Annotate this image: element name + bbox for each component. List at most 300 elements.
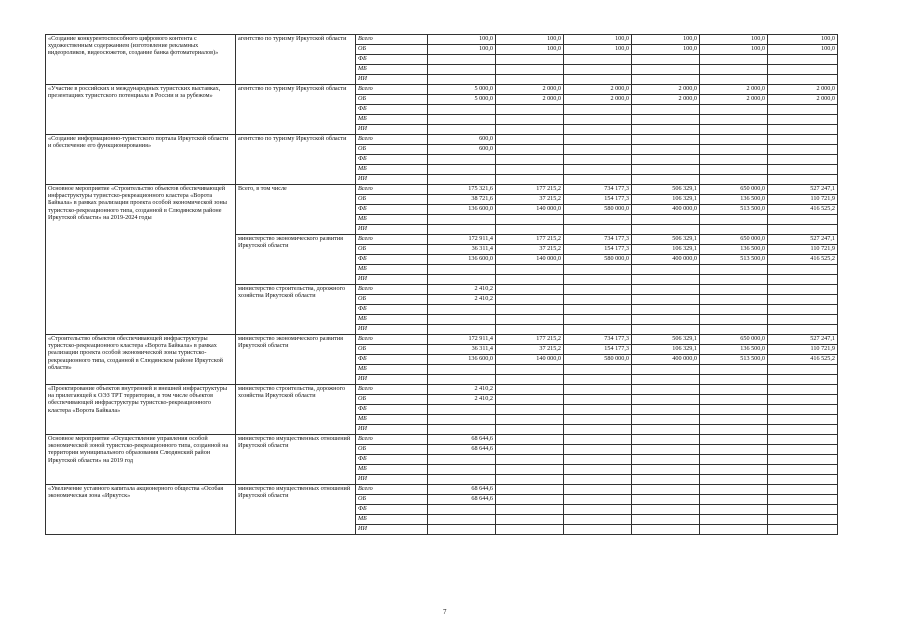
amount-cell [564,475,632,485]
funding-source: ОБ [356,45,428,55]
amount-cell [768,415,838,425]
funding-source: ИИ [356,375,428,385]
amount-cell: 100,0 [428,45,496,55]
amount-cell: 37 215,2 [496,195,564,205]
amount-cell [496,415,564,425]
amount-cell [700,125,768,135]
amount-cell [700,375,768,385]
table-row [46,435,838,445]
amount-cell [632,475,700,485]
amount-cell [428,175,496,185]
amount-cell [632,365,700,375]
amount-cell [632,55,700,65]
funding-source: Всего [356,485,428,495]
amount-cell: 506 329,1 [632,335,700,345]
amount-cell [632,175,700,185]
amount-cell [428,365,496,375]
amount-cell: 106 329,1 [632,195,700,205]
amount-cell [700,75,768,85]
amount-cell [768,65,838,75]
amount-cell: 2 000,0 [768,95,838,105]
amount-cell: 2 000,0 [564,85,632,95]
amount-cell [564,275,632,285]
amount-cell [564,465,632,475]
amount-cell [564,385,632,395]
funding-source: ИИ [356,525,428,535]
amount-cell [632,125,700,135]
amount-cell [768,455,838,465]
executor: министерство имущественных отношений Иркутской области [236,435,356,485]
amount-cell: 734 177,3 [564,235,632,245]
amount-cell [768,325,838,335]
amount-cell: 36 311,4 [428,345,496,355]
amount-cell [632,305,700,315]
amount-cell [564,285,632,295]
amount-cell [428,155,496,165]
amount-cell: 110 721,9 [768,195,838,205]
amount-cell: 172 911,4 [428,335,496,345]
funding-source: ОБ [356,395,428,405]
amount-cell: 100,0 [496,35,564,45]
amount-cell [496,405,564,415]
amount-cell: 136 600,0 [428,255,496,265]
amount-cell [632,325,700,335]
table-row [46,185,838,195]
amount-cell [768,405,838,415]
amount-cell: 177 215,2 [496,185,564,195]
amount-cell [700,265,768,275]
amount-cell [700,405,768,415]
amount-cell [700,295,768,305]
amount-cell: 106 329,1 [632,245,700,255]
amount-cell: 650 000,0 [700,235,768,245]
amount-cell: 2 410,2 [428,385,496,395]
funding-source: ОБ [356,345,428,355]
amount-cell [428,215,496,225]
amount-cell [768,75,838,85]
amount-cell [700,225,768,235]
amount-cell [428,105,496,115]
amount-cell [496,325,564,335]
amount-cell [428,65,496,75]
amount-cell [496,455,564,465]
amount-cell: 506 329,1 [632,185,700,195]
amount-cell [632,385,700,395]
executor: министерство имущественных отношений Иркутской области [236,485,356,535]
amount-cell [632,105,700,115]
amount-cell: 110 721,9 [768,245,838,255]
amount-cell: 527 247,1 [768,335,838,345]
amount-cell [564,155,632,165]
amount-cell [632,445,700,455]
amount-cell: 600,0 [428,135,496,145]
amount-cell [428,55,496,65]
funding-source: МБ [356,165,428,175]
amount-cell [700,55,768,65]
page-number: 7 [443,608,447,616]
amount-cell [564,175,632,185]
amount-cell [564,485,632,495]
amount-cell [428,305,496,315]
amount-cell [428,265,496,275]
funding-source: Всего [356,435,428,445]
funding-source: Всего [356,135,428,145]
amount-cell: 5 000,0 [428,95,496,105]
amount-cell [768,435,838,445]
amount-cell [496,495,564,505]
amount-cell [768,285,838,295]
amount-cell [632,135,700,145]
amount-cell [632,265,700,275]
funding-source: Всего [356,285,428,295]
amount-cell [700,515,768,525]
amount-cell [564,265,632,275]
funding-source: ОБ [356,245,428,255]
amount-cell [768,505,838,515]
amount-cell [768,145,838,155]
funding-source: ИИ [356,225,428,235]
event-description: Основное мероприятие «Строительство объектов обеспечивающей инфраструктуры туристско-рекреационного кластера «Ворота Байкала» в рамках реализации проекта особой экономической зоны туристско-рекреационного типа, созданной в Слюдянском районе Иркутской области» на 2019-2024 годы [46,185,236,335]
funding-source: ИИ [356,125,428,135]
amount-cell [564,425,632,435]
table-row [46,385,838,395]
amount-cell: 527 247,1 [768,185,838,195]
event-description: «Создание конкурентоспособного цифрового контента с художественным содержанием (изготовление рекламных видеороликов, видеосюжетов, создание банка фотоматериалов)» [46,35,236,85]
amount-cell [768,365,838,375]
funding-source: МБ [356,365,428,375]
amount-cell [496,165,564,175]
funding-source: Всего [356,85,428,95]
amount-cell [428,465,496,475]
funding-source: ФБ [356,205,428,215]
amount-cell [428,425,496,435]
amount-cell [564,305,632,315]
funding-source: ОБ [356,95,428,105]
funding-table [45,34,838,535]
amount-cell: 140 000,0 [496,355,564,365]
amount-cell [496,115,564,125]
executor: агентство по туризму Иркутской области [236,85,356,135]
amount-cell: 2 410,2 [428,395,496,405]
amount-cell [428,515,496,525]
funding-source: ФБ [356,455,428,465]
table-row [46,335,838,345]
amount-cell [768,425,838,435]
amount-cell [564,405,632,415]
amount-cell [632,65,700,75]
amount-cell [496,145,564,155]
amount-cell [496,225,564,235]
amount-cell [700,425,768,435]
amount-cell [632,405,700,415]
amount-cell [632,435,700,445]
amount-cell [768,135,838,145]
amount-cell [564,315,632,325]
amount-cell [700,445,768,455]
amount-cell [768,125,838,135]
amount-cell: 580 000,0 [564,255,632,265]
amount-cell: 416 525,2 [768,255,838,265]
amount-cell: 136 500,0 [700,345,768,355]
amount-cell [564,415,632,425]
funding-source: МБ [356,465,428,475]
amount-cell [496,105,564,115]
executor: министерство строительства, дорожного хозяйства Иркутской области [236,385,356,435]
amount-cell: 2 000,0 [632,95,700,105]
amount-cell: 38 721,6 [428,195,496,205]
funding-source: Всего [356,185,428,195]
amount-cell [768,315,838,325]
event-description: «Участие в российских и международных туристских выставках, презентациях туристского потенциала в России и за рубежом» [46,85,236,135]
amount-cell: 400 000,0 [632,355,700,365]
event-description: «Проектирование объектов внутренней и внешней инфраструктуры на прилегающей к ОЭЗ ТРТ территории, в том числе объектов обеспечивающей инфраструктуры туристско-рекреационного кластера «Ворота Байкала» [46,385,236,435]
amount-cell [564,435,632,445]
amount-cell [564,505,632,515]
amount-cell [700,485,768,495]
amount-cell: 154 177,3 [564,245,632,255]
amount-cell [700,325,768,335]
funding-source: ФБ [356,255,428,265]
amount-cell [496,125,564,135]
amount-cell [428,275,496,285]
amount-cell [564,515,632,525]
amount-cell: 106 329,1 [632,345,700,355]
amount-cell [564,55,632,65]
amount-cell [700,105,768,115]
amount-cell [496,315,564,325]
funding-source: ИИ [356,475,428,485]
amount-cell [564,115,632,125]
amount-cell [496,485,564,495]
amount-cell [564,135,632,145]
amount-cell [768,275,838,285]
amount-cell [496,385,564,395]
amount-cell [700,435,768,445]
amount-cell [768,525,838,535]
amount-cell: 506 329,1 [632,235,700,245]
amount-cell [428,475,496,485]
amount-cell [700,135,768,145]
amount-cell: 100,0 [700,45,768,55]
funding-source: ФБ [356,355,428,365]
funding-source: ОБ [356,495,428,505]
amount-cell [496,475,564,485]
amount-cell [768,225,838,235]
amount-cell [700,215,768,225]
amount-cell: 140 000,0 [496,255,564,265]
amount-cell [564,215,632,225]
amount-cell: 2 000,0 [700,95,768,105]
funding-source: МБ [356,315,428,325]
funding-source: Всего [356,385,428,395]
executor: министерство экономического развития Иркутской области [236,235,356,285]
amount-cell: 140 000,0 [496,205,564,215]
table-row [46,135,838,145]
amount-cell [496,375,564,385]
amount-cell [700,315,768,325]
funding-source: ИИ [356,275,428,285]
funding-source: МБ [356,115,428,125]
funding-source: ФБ [356,105,428,115]
funding-source: ИИ [356,425,428,435]
amount-cell [496,215,564,225]
table-row [46,35,838,45]
amount-cell [632,295,700,305]
amount-cell [632,495,700,505]
amount-cell: 68 644,6 [428,495,496,505]
amount-cell [768,115,838,125]
amount-cell [564,445,632,455]
amount-cell [496,135,564,145]
executor: министерство экономического развития Иркутской области [236,335,356,385]
amount-cell [700,395,768,405]
amount-cell [700,365,768,375]
amount-cell [496,155,564,165]
amount-cell [632,145,700,155]
amount-cell: 2 000,0 [564,95,632,105]
amount-cell [700,475,768,485]
funding-source: МБ [356,415,428,425]
event-description: Основное мероприятие «Осуществление управления особой экономической зоной туристско-рекреационного типа, созданной на территории муниципального образования Слюдянский район Иркутской области» на 2019 год [46,435,236,485]
amount-cell: 100,0 [564,45,632,55]
funding-source: ФБ [356,505,428,515]
amount-cell: 734 177,3 [564,185,632,195]
amount-cell [700,385,768,395]
amount-cell [768,445,838,455]
amount-cell: 2 000,0 [496,85,564,95]
amount-cell [768,305,838,315]
amount-cell [496,505,564,515]
amount-cell [768,465,838,475]
amount-cell [564,295,632,305]
funding-source: МБ [356,215,428,225]
amount-cell: 100,0 [564,35,632,45]
amount-cell: 527 247,1 [768,235,838,245]
amount-cell [632,425,700,435]
amount-cell [496,265,564,275]
amount-cell [700,145,768,155]
table-row [46,485,838,495]
amount-cell [768,165,838,175]
amount-cell [428,415,496,425]
amount-cell: 175 321,6 [428,185,496,195]
amount-cell [632,465,700,475]
amount-cell [700,165,768,175]
funding-source: ОБ [356,195,428,205]
funding-source: ФБ [356,405,428,415]
amount-cell [428,125,496,135]
amount-cell [768,55,838,65]
amount-cell: 100,0 [768,35,838,45]
funding-source: Всего [356,235,428,245]
amount-cell: 650 000,0 [700,185,768,195]
amount-cell [496,305,564,315]
amount-cell [768,155,838,165]
event-description: «Строительство объектов обеспечивающей инфраструктуры туристско-рекреационного кластера «Ворота Байкала» в рамках реализации проекта особой экономической зоны туристско-рекреационного типа, созданной в Слюдянском районе Иркутской области» [46,335,236,385]
amount-cell: 2 410,2 [428,285,496,295]
amount-cell: 68 644,6 [428,485,496,495]
amount-cell: 600,0 [428,145,496,155]
amount-cell: 136 500,0 [700,195,768,205]
funding-source: ИИ [356,325,428,335]
amount-cell: 68 644,6 [428,435,496,445]
amount-cell [700,115,768,125]
amount-cell [632,285,700,295]
amount-cell: 100,0 [632,45,700,55]
amount-cell [496,465,564,475]
amount-cell: 110 721,9 [768,345,838,355]
amount-cell [564,395,632,405]
amount-cell [496,445,564,455]
amount-cell [496,175,564,185]
amount-cell [564,105,632,115]
amount-cell: 100,0 [632,35,700,45]
amount-cell: 100,0 [428,35,496,45]
amount-cell [564,375,632,385]
amount-cell: 513 500,0 [700,355,768,365]
executor: агентство по туризму Иркутской области [236,35,356,85]
amount-cell: 2 000,0 [496,95,564,105]
amount-cell [428,405,496,415]
amount-cell: 154 177,3 [564,345,632,355]
executor: министерство строительства, дорожного хозяйства Иркутской области [236,285,356,335]
amount-cell [428,315,496,325]
amount-cell: 416 525,2 [768,355,838,365]
amount-cell: 650 000,0 [700,335,768,345]
amount-cell [700,505,768,515]
amount-cell: 100,0 [496,45,564,55]
amount-cell [564,495,632,505]
amount-cell [768,265,838,275]
amount-cell [632,75,700,85]
amount-cell [564,165,632,175]
amount-cell [428,75,496,85]
amount-cell: 2 410,2 [428,295,496,305]
amount-cell: 68 644,6 [428,445,496,455]
funding-source: ФБ [356,55,428,65]
amount-cell [496,365,564,375]
amount-cell [564,365,632,375]
amount-cell: 580 000,0 [564,355,632,365]
amount-cell: 172 911,4 [428,235,496,245]
amount-cell [632,215,700,225]
funding-source: ФБ [356,305,428,315]
amount-cell [768,495,838,505]
amount-cell: 580 000,0 [564,205,632,215]
amount-cell [564,125,632,135]
amount-cell [632,515,700,525]
amount-cell [428,525,496,535]
amount-cell: 100,0 [700,35,768,45]
amount-cell [564,325,632,335]
funding-source: МБ [356,265,428,275]
amount-cell [564,525,632,535]
amount-cell: 37 215,2 [496,345,564,355]
amount-cell [768,105,838,115]
amount-cell [700,455,768,465]
funding-source: МБ [356,515,428,525]
amount-cell [700,175,768,185]
amount-cell [700,65,768,75]
event-description: «Увеличение уставного капитала акционерного общества «Особая экономическая зона «Иркутск» [46,485,236,535]
amount-cell [564,225,632,235]
amount-cell: 2 000,0 [700,85,768,95]
amount-cell [700,525,768,535]
funding-source: Всего [356,35,428,45]
amount-cell: 36 311,4 [428,245,496,255]
amount-cell [632,505,700,515]
amount-cell [768,395,838,405]
